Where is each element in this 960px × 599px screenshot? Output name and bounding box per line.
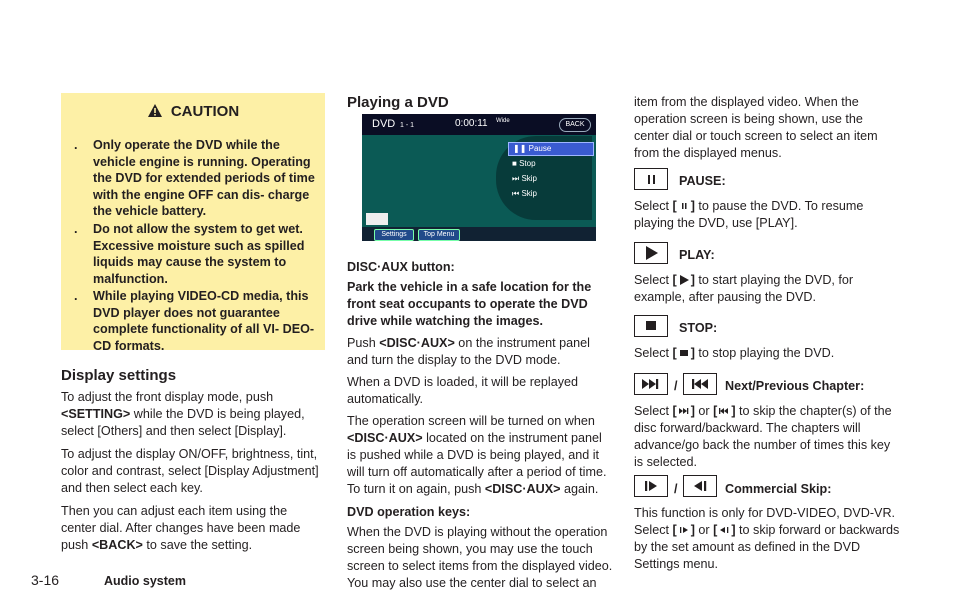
display-settings-heading: Display settings [61, 367, 177, 384]
dvd-screen-time: 0:00:11 [455, 118, 488, 129]
next-chapter-key-icon [634, 373, 668, 395]
skip-forward-icon [677, 524, 691, 536]
pause-text: Select [ ] to pause the DVD. To resume playing the DVD, use [PLAY]. [634, 199, 864, 230]
operation-keys-heading: DVD operation keys: [347, 505, 471, 519]
skip-forward-key-icon [634, 475, 668, 497]
caution-item: . Do not allow the system to get wet. Excessive moisture such as spilled liquids may cause the system to malfunction. [74, 222, 305, 286]
play-text: Select [ ] to start playing the DVD, for example, after pausing the DVD. [634, 273, 854, 304]
playing-dvd-heading: Playing a DVD [347, 94, 449, 111]
dolby-logo [366, 213, 388, 225]
stop-text: Select [ ] to stop playing the DVD. [634, 346, 835, 360]
warning-icon [147, 103, 163, 123]
skip-text: This function is only for DVD-VIDEO, DVD-VR. Select [ ] or [ ] to skip forward or backwards by the set amount as defined in the DVD Settings menu. [634, 506, 900, 571]
dvd-screen-title: DVD [372, 118, 396, 130]
previous-chapter-icon [717, 405, 731, 417]
skip-back-icon [717, 524, 731, 536]
dvd-screen-image [362, 114, 596, 241]
caution-item: . Only operate the DVD while the vehicle engine is running. Operating the DVD for extended periods of time with the engine OFF can dis- charge the vehicle battery. [74, 138, 315, 218]
caution-title: CAUTION [61, 103, 325, 123]
dvd-menu-stop: ■ Stop [512, 159, 536, 168]
dvd-menu [496, 136, 592, 220]
pause-icon [677, 200, 691, 212]
operation-keys-text: item from the displayed video. When the operation screen is being shown, use the center dial or touch screen to select an item from the displayed menus. [634, 95, 878, 160]
dvd-back-button: BACK [559, 118, 591, 132]
stop-key-icon [634, 315, 668, 337]
play-icon [677, 274, 691, 286]
dvd-settings-button: Settings [374, 229, 414, 241]
display-settings-text: To adjust the front display mode, push <SETTING> while the DVD is being played, select [Others] and then select [Display]. To adjust the display ON/OFF, brightness, tint, color and contrast, select [Display Adjustment] and then select each key. Then you can adjust each item using the center dial. After changes have been made push <BACK> to save the setting. [61, 390, 319, 552]
pause-key-icon [634, 168, 668, 190]
play-key-icon [634, 242, 668, 264]
dvd-menu-pause: ❚❚ Pause [508, 142, 594, 156]
playing-dvd-text: DISC·AUX button: Park the vehicle in a safe location for the front seat occupants to operate the DVD drive while watching the images. Push <DISC·AUX> on the instrument panel and turn the display to the DVD mode. When a DVD is loaded, it will be replayed automatically. The operation screen will be turned on when <DISC·AUX> located on the instrument panel is pushed while a DVD is being played, and it will turn off automatically after a period of time. To turn it on again, push <DISC·AUX> again. DVD operation keys: When the DVD is playing without the operation screen being shown, you may use the touch screen to select items from the displayed video. You may also use the center dial to select an [347, 260, 613, 590]
section-title: Audio system [104, 574, 186, 588]
page-number: 3-16 [31, 572, 60, 588]
stop-icon [677, 347, 691, 359]
dvd-menu-skip-prev: ⏮ Skip [512, 189, 537, 198]
chapter-text: Select [ ] or [ ] to skip the chapter(s) of the disc forward/backward. The chapters will advance/go back the number of times this key is selected. [634, 404, 892, 469]
dvd-screen-track: 1 - 1 [400, 122, 415, 129]
dvd-screen-mode: Wide [496, 118, 510, 124]
previous-chapter-key-icon [683, 373, 717, 395]
skip-back-key-icon [683, 475, 717, 497]
next-chapter-icon [677, 405, 691, 417]
caution-box [61, 93, 325, 353]
caution-item: . While playing VIDEO-CD media, this DVD player does not guarantee complete functionality of all VI- DEO-CD formats. [74, 289, 315, 353]
disc-aux-heading: DISC·AUX button: [347, 260, 455, 274]
dvd-menu-skip-next: ⏭ Skip [512, 174, 537, 183]
dvd-top-menu-button: Top Menu [418, 229, 460, 241]
